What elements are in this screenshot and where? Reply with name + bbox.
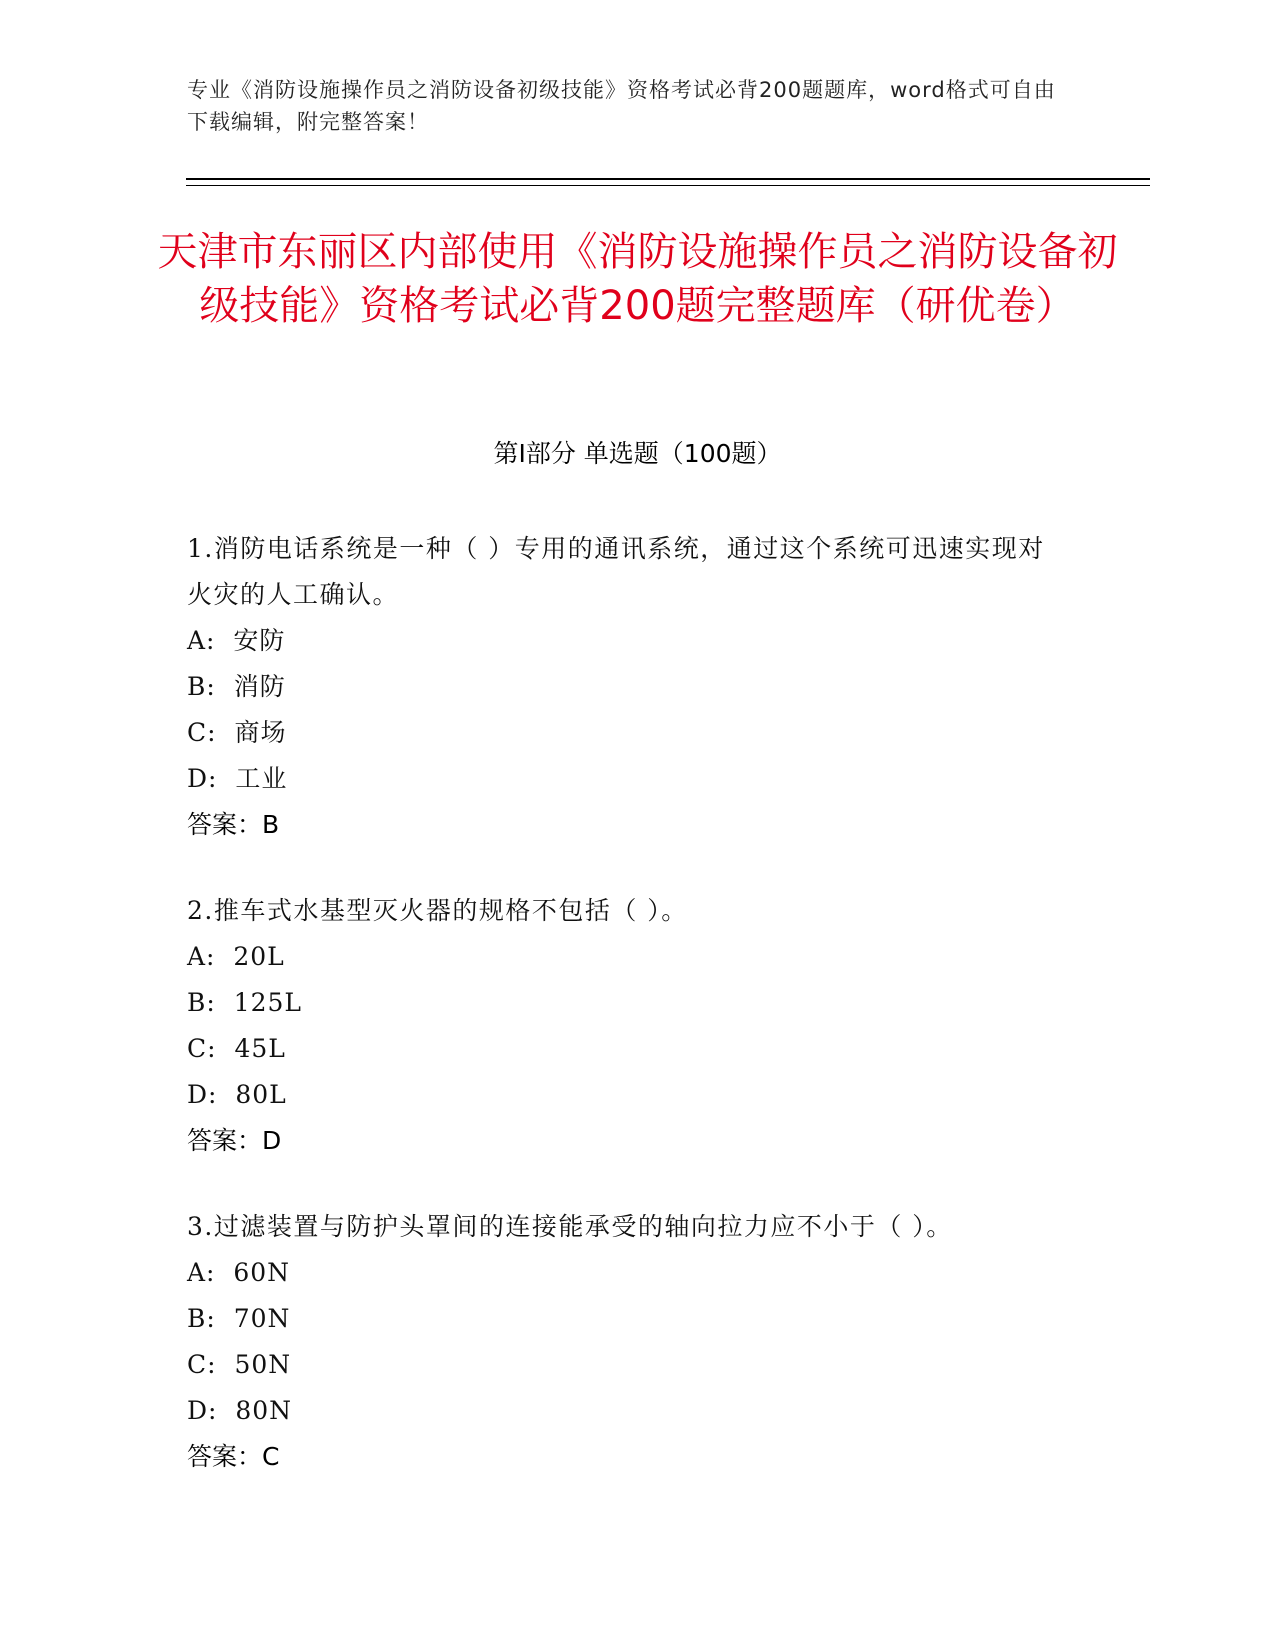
header-rule-thick [186,178,1150,180]
question-stem: 1.消防电话系统是一种（ ）专用的通讯系统，通过这个系统可迅速实现对火灾的人工确认。 [187,534,1045,609]
section-heading: 第Ⅰ部分 单选题（100题） [493,439,782,468]
question-stem: 2.推车式水基型灭火器的规格不包括（ ）。 [187,896,688,925]
document-title: 天津市东丽区内部使用《消防设施操作员之消防设备初级技能》资格考试必背200题完整题库（研优卷） [157,229,1118,329]
option-c: C: 45L [187,1034,286,1063]
option-a: A: 20L [187,942,285,971]
answer-label: 答案：B [187,810,280,839]
question-1 [187,526,1067,848]
option-c: C: 50N [187,1350,292,1379]
option-a: A: 60N [187,1258,291,1287]
header-note: 专业《消防设施操作员之消防设备初级技能》资格考试必背200题题库，word格式可自由下载编辑，附完整答案！ [187,78,1056,134]
option-d: D: 80L [187,1080,287,1109]
question-2 [187,888,1067,1164]
question-list [187,526,1067,1520]
question-stem: 3.过滤装置与防护头罩间的连接能承受的轴向拉力应不小于（ ）。 [187,1212,953,1241]
answer-label: 答案：D [187,1126,282,1155]
option-c: C: 商场 [187,718,287,747]
option-b: B: 125L [187,988,303,1017]
question-3 [187,1204,1067,1480]
option-d: D: 80N [187,1396,293,1425]
header-rule-thin [186,185,1150,186]
answer-label: 答案：C [187,1442,280,1471]
option-d: D: 工业 [187,764,288,793]
option-b: B: 消防 [187,672,286,701]
option-b: B: 70N [187,1304,291,1333]
option-a: A: 安防 [187,626,286,655]
